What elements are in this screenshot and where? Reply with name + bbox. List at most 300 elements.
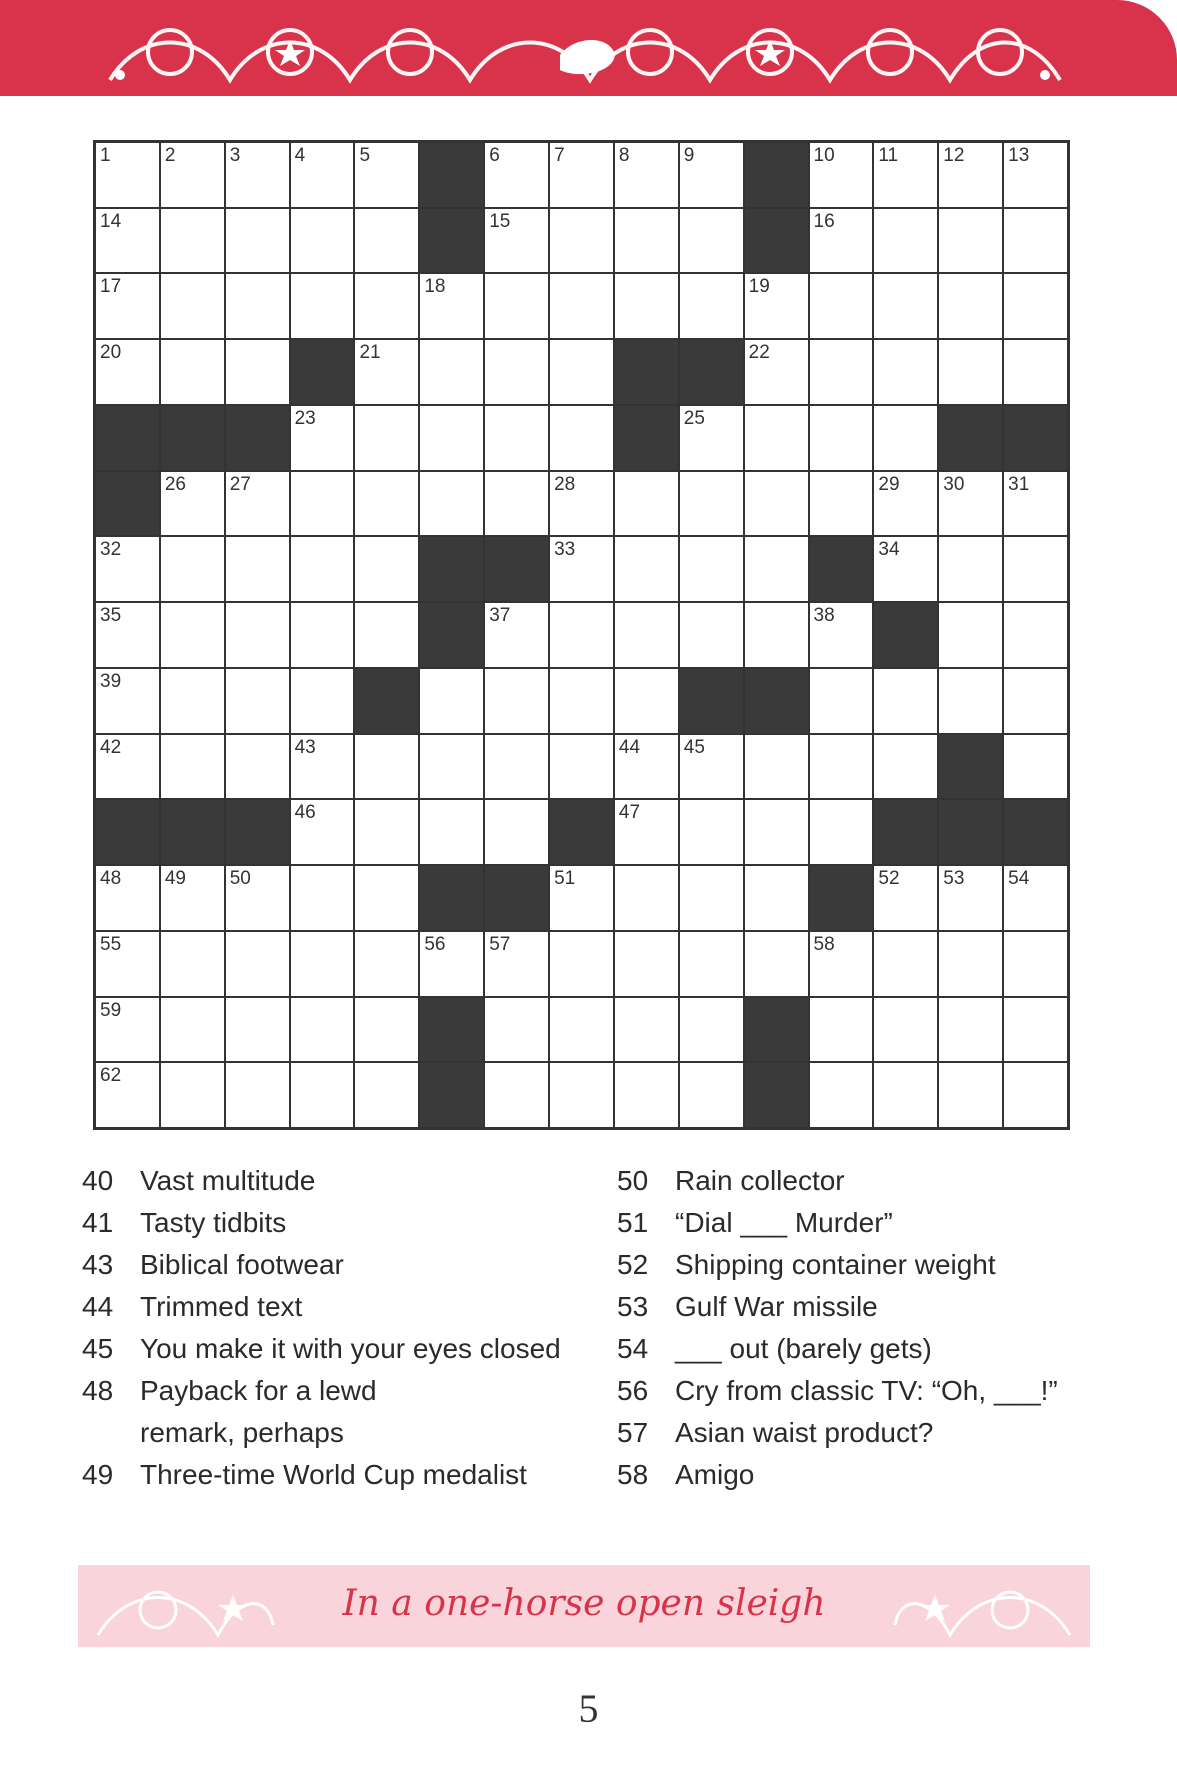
grid-cell[interactable]	[226, 932, 289, 996]
grid-cell[interactable]	[291, 472, 354, 536]
grid-cell[interactable]	[680, 603, 743, 667]
grid-cell[interactable]	[810, 340, 873, 404]
grid-cell[interactable]	[161, 274, 224, 338]
grid-cell[interactable]	[810, 800, 873, 864]
clue-text: Biblical footwear	[140, 1249, 344, 1280]
grid-cell[interactable]	[874, 406, 937, 470]
grid-cell[interactable]	[680, 274, 743, 338]
grid-cell[interactable]	[96, 669, 159, 733]
cell-number: 42	[100, 736, 122, 758]
grid-cell[interactable]	[810, 603, 873, 667]
cell-number: 39	[100, 670, 122, 692]
grid-cell[interactable]	[96, 866, 159, 930]
grid-cell[interactable]	[810, 406, 873, 470]
grid-cell[interactable]	[680, 537, 743, 601]
clue-text: Tasty tidbits	[140, 1207, 287, 1238]
cell-number: 6	[489, 145, 500, 166]
grid-cell[interactable]	[745, 735, 808, 799]
grid-cell[interactable]	[874, 537, 937, 601]
grid-cell[interactable]	[745, 603, 808, 667]
grid-cell[interactable]	[550, 998, 613, 1062]
cell-number: 54	[1008, 868, 1030, 890]
cell-number: 20	[100, 342, 122, 364]
grid-cell[interactable]	[96, 143, 159, 207]
grid-cell[interactable]	[291, 866, 354, 930]
block-cell	[1004, 406, 1067, 470]
block-cell	[680, 340, 743, 404]
grid-cell[interactable]	[550, 866, 613, 930]
grid-cell[interactable]	[680, 209, 743, 273]
grid-cell[interactable]	[161, 932, 224, 996]
clue-text: Asian waist product?	[675, 1417, 934, 1448]
grid-cell[interactable]	[939, 274, 1002, 338]
grid-cell[interactable]	[161, 866, 224, 930]
block-cell	[485, 537, 548, 601]
grid-cell[interactable]	[355, 143, 418, 207]
grid-cell[interactable]	[874, 209, 937, 273]
grid-cell[interactable]	[680, 800, 743, 864]
clue	[82, 1244, 602, 1286]
block-cell	[874, 603, 937, 667]
grid-cell[interactable]	[939, 537, 1002, 601]
clue	[82, 1202, 602, 1244]
clue	[617, 1244, 1137, 1286]
cell-number: 7	[554, 145, 565, 166]
grid-cell[interactable]	[226, 209, 289, 273]
grid-cell[interactable]	[745, 866, 808, 930]
grid-cell[interactable]	[485, 143, 548, 207]
grid-cell[interactable]	[291, 932, 354, 996]
grid-cell[interactable]	[226, 866, 289, 930]
block-cell	[745, 143, 808, 207]
grid-cell[interactable]	[939, 669, 1002, 733]
block-cell	[96, 406, 159, 470]
grid-cell[interactable]	[1004, 143, 1067, 207]
grid-cell[interactable]	[615, 603, 678, 667]
grid-cell[interactable]	[226, 603, 289, 667]
grid-cell[interactable]	[355, 537, 418, 601]
block-cell	[485, 866, 548, 930]
clue-text: ___ out (barely gets)	[675, 1333, 932, 1364]
grid-cell[interactable]	[226, 669, 289, 733]
grid-cell[interactable]	[680, 735, 743, 799]
grid-cell[interactable]	[420, 932, 483, 996]
grid-cell[interactable]	[291, 998, 354, 1062]
footer-slogan: In a one-horse open sleigh	[342, 1583, 826, 1624]
grid-cell[interactable]	[226, 735, 289, 799]
clue-text: You make it with your eyes closed	[140, 1333, 561, 1364]
cell-number: 16	[813, 210, 835, 232]
cell-number: 29	[878, 473, 900, 495]
cell-number: 26	[164, 473, 186, 495]
grid-cell[interactable]	[1004, 1063, 1067, 1127]
grid-cell[interactable]	[615, 274, 678, 338]
grid-cell[interactable]	[226, 537, 289, 601]
grid-cell[interactable]	[1004, 340, 1067, 404]
grid-cell[interactable]	[161, 1063, 224, 1127]
grid-cell[interactable]	[355, 274, 418, 338]
grid-cell[interactable]	[810, 209, 873, 273]
grid-cell[interactable]	[291, 537, 354, 601]
grid-cell[interactable]	[939, 209, 1002, 273]
cell-number: 43	[294, 736, 316, 758]
grid-cell[interactable]	[355, 603, 418, 667]
crossword-grid	[93, 140, 1070, 1130]
clue	[82, 1160, 602, 1202]
clue-text: remark, perhaps	[140, 1417, 344, 1448]
grid-cell[interactable]	[161, 209, 224, 273]
grid-cell[interactable]	[96, 932, 159, 996]
grid-cell[interactable]	[161, 472, 224, 536]
grid-cell[interactable]	[291, 603, 354, 667]
block-cell	[161, 406, 224, 470]
grid-cell[interactable]	[550, 472, 613, 536]
grid-cell[interactable]	[355, 1063, 418, 1127]
grid-cell[interactable]	[226, 998, 289, 1062]
grid-cell[interactable]	[874, 932, 937, 996]
grid-cell[interactable]	[1004, 735, 1067, 799]
grid-cell[interactable]	[745, 537, 808, 601]
grid-cell[interactable]	[615, 143, 678, 207]
grid-cell[interactable]	[96, 340, 159, 404]
grid-cell[interactable]	[485, 209, 548, 273]
grid-cell[interactable]	[291, 406, 354, 470]
clue-number: 43	[82, 1249, 114, 1280]
grid-cell[interactable]	[939, 603, 1002, 667]
cell-number: 51	[554, 868, 576, 890]
clue	[617, 1412, 1137, 1454]
grid-cell[interactable]	[680, 932, 743, 996]
grid-cell[interactable]	[615, 998, 678, 1062]
grid-cell[interactable]	[96, 603, 159, 667]
grid-cell[interactable]	[485, 274, 548, 338]
grid-cell[interactable]	[161, 143, 224, 207]
grid-cell[interactable]	[291, 143, 354, 207]
grid-cell[interactable]	[355, 932, 418, 996]
grid-cell[interactable]	[874, 669, 937, 733]
grid-cell[interactable]	[939, 998, 1002, 1062]
grid-cell[interactable]	[939, 472, 1002, 536]
grid-cell[interactable]	[420, 735, 483, 799]
grid-cell[interactable]	[1004, 537, 1067, 601]
clue	[617, 1202, 1137, 1244]
grid-cell[interactable]	[745, 274, 808, 338]
block-cell	[939, 800, 1002, 864]
footer-band	[78, 1565, 1090, 1647]
grid-cell[interactable]	[420, 340, 483, 404]
clue-number: 50	[617, 1165, 649, 1196]
grid-cell[interactable]	[485, 800, 548, 864]
grid-cell[interactable]	[615, 669, 678, 733]
clue	[82, 1412, 602, 1454]
grid-cell[interactable]	[874, 340, 937, 404]
grid-cell[interactable]	[550, 669, 613, 733]
grid-cell[interactable]	[810, 932, 873, 996]
clue-list-left	[82, 1160, 602, 1496]
grid-cell[interactable]	[420, 406, 483, 470]
grid-cell[interactable]	[420, 669, 483, 733]
grid-cell[interactable]	[615, 209, 678, 273]
clue	[617, 1328, 1137, 1370]
cell-number: 32	[100, 539, 122, 561]
grid-cell[interactable]	[420, 274, 483, 338]
grid-cell[interactable]	[96, 998, 159, 1062]
clue	[617, 1286, 1137, 1328]
grid-cell[interactable]	[615, 932, 678, 996]
grid-cell[interactable]	[615, 800, 678, 864]
grid-cell[interactable]	[680, 406, 743, 470]
grid-cell[interactable]	[874, 143, 937, 207]
grid-cell[interactable]	[1004, 866, 1067, 930]
cell-number: 14	[100, 210, 122, 232]
grid-cell[interactable]	[226, 274, 289, 338]
grid-cell[interactable]	[1004, 209, 1067, 273]
block-cell	[680, 669, 743, 733]
grid-cell[interactable]	[810, 735, 873, 799]
clue-number	[82, 1412, 140, 1454]
grid-cell[interactable]	[485, 603, 548, 667]
grid-cell[interactable]	[939, 932, 1002, 996]
block-cell	[420, 866, 483, 930]
block-cell	[939, 406, 1002, 470]
clue-number: 52	[617, 1249, 649, 1280]
grid-cell[interactable]	[939, 866, 1002, 930]
grid-cell[interactable]	[355, 866, 418, 930]
block-cell	[96, 472, 159, 536]
grid-cell[interactable]	[810, 669, 873, 733]
grid-cell[interactable]	[810, 998, 873, 1062]
cell-number: 23	[294, 407, 316, 429]
grid-cell[interactable]	[615, 472, 678, 536]
cell-number: 57	[489, 933, 511, 955]
cell-number: 31	[1008, 473, 1030, 495]
cell-number: 53	[943, 868, 965, 890]
grid-cell[interactable]	[810, 1063, 873, 1127]
grid-cell[interactable]	[161, 603, 224, 667]
grid-cell[interactable]	[161, 537, 224, 601]
grid-cell[interactable]	[745, 472, 808, 536]
grid-cell[interactable]	[291, 1063, 354, 1127]
clue-text: Rain collector	[675, 1165, 845, 1196]
cell-number: 38	[813, 605, 835, 627]
grid-cell[interactable]	[810, 472, 873, 536]
grid-cell[interactable]	[355, 340, 418, 404]
grid-cell[interactable]	[680, 143, 743, 207]
clue	[82, 1454, 602, 1496]
grid-cell[interactable]	[874, 735, 937, 799]
cell-number: 10	[813, 145, 835, 166]
grid-cell[interactable]	[874, 998, 937, 1062]
cell-number: 4	[294, 145, 306, 166]
grid-cell[interactable]	[485, 1063, 548, 1127]
grid-cell[interactable]	[96, 537, 159, 601]
grid-cell[interactable]	[874, 472, 937, 536]
clue-text: Payback for a lewd	[140, 1375, 377, 1406]
grid-cell[interactable]	[874, 1063, 937, 1127]
grid-cell[interactable]	[680, 866, 743, 930]
grid-cell[interactable]	[810, 143, 873, 207]
grid-cell[interactable]	[745, 932, 808, 996]
grid-cell[interactable]	[550, 340, 613, 404]
clue	[82, 1286, 602, 1328]
block-cell	[420, 998, 483, 1062]
grid-cell[interactable]	[355, 800, 418, 864]
grid-cell[interactable]	[550, 143, 613, 207]
clue-list-right	[617, 1160, 1137, 1496]
block-cell	[161, 800, 224, 864]
grid-cell[interactable]	[226, 340, 289, 404]
clue-text: Cry from classic TV: “Oh, ___!”	[675, 1375, 1058, 1406]
grid-cell[interactable]	[485, 406, 548, 470]
grid-cell[interactable]	[161, 998, 224, 1062]
grid-cell[interactable]	[615, 537, 678, 601]
grid-cell[interactable]	[745, 800, 808, 864]
grid-cell[interactable]	[745, 340, 808, 404]
clue-text: Amigo	[675, 1459, 755, 1490]
block-cell	[745, 209, 808, 273]
block-cell	[96, 800, 159, 864]
block-cell	[810, 866, 873, 930]
grid-cell[interactable]	[355, 406, 418, 470]
cell-number: 48	[100, 868, 122, 890]
grid-cell[interactable]	[96, 1063, 159, 1127]
grid-cell[interactable]	[420, 800, 483, 864]
grid-cell[interactable]	[1004, 274, 1067, 338]
grid-cell[interactable]	[939, 1063, 1002, 1127]
grid-cell[interactable]	[485, 998, 548, 1062]
block-cell	[745, 669, 808, 733]
grid-cell[interactable]	[96, 735, 159, 799]
block-cell	[745, 998, 808, 1062]
grid-cell[interactable]	[874, 274, 937, 338]
grid-cell[interactable]	[680, 472, 743, 536]
grid-cell[interactable]	[420, 472, 483, 536]
grid-cell[interactable]	[1004, 932, 1067, 996]
grid-cell[interactable]	[550, 537, 613, 601]
grid-cell[interactable]	[550, 406, 613, 470]
grid-cell[interactable]	[355, 209, 418, 273]
cell-number: 3	[229, 145, 241, 166]
grid-cell[interactable]	[226, 1063, 289, 1127]
cell-number: 34	[878, 539, 900, 561]
grid-cell[interactable]	[96, 274, 159, 338]
clue-text: Shipping container weight	[675, 1249, 996, 1280]
grid-cell[interactable]	[939, 340, 1002, 404]
clue-number: 56	[617, 1375, 649, 1406]
cell-number: 55	[100, 933, 122, 955]
clue-number: 57	[617, 1417, 649, 1448]
grid-cell[interactable]	[939, 143, 1002, 207]
block-cell	[420, 1063, 483, 1127]
cell-number: 58	[813, 933, 835, 955]
grid-cell[interactable]	[485, 340, 548, 404]
grid-cell[interactable]	[226, 143, 289, 207]
clue	[617, 1370, 1137, 1412]
block-cell	[355, 669, 418, 733]
cell-number: 27	[229, 473, 251, 495]
grid-cell[interactable]	[355, 998, 418, 1062]
cell-number: 17	[100, 276, 122, 298]
block-cell	[420, 537, 483, 601]
block-cell	[226, 406, 289, 470]
grid-cell[interactable]	[615, 1063, 678, 1127]
grid-cell[interactable]	[291, 800, 354, 864]
clue-number: 41	[82, 1207, 114, 1238]
cell-number: 37	[489, 605, 511, 627]
cell-number: 52	[878, 868, 900, 890]
cell-number: 33	[554, 539, 576, 561]
grid-cell[interactable]	[485, 735, 548, 799]
page-number: 5	[578, 1686, 599, 1731]
grid-cell[interactable]	[680, 998, 743, 1062]
grid-cell[interactable]	[291, 209, 354, 273]
grid-cell[interactable]	[550, 603, 613, 667]
clue-number: 54	[617, 1333, 649, 1364]
clue-number: 53	[617, 1291, 649, 1322]
cell-number: 28	[554, 473, 576, 495]
cell-number: 13	[1008, 145, 1030, 166]
cell-number: 21	[359, 342, 381, 364]
grid-cell[interactable]	[550, 932, 613, 996]
grid-cell[interactable]	[680, 1063, 743, 1127]
grid-cell[interactable]	[550, 274, 613, 338]
clue	[617, 1160, 1137, 1202]
cell-number: 49	[164, 868, 186, 890]
grid-cell[interactable]	[291, 274, 354, 338]
grid-cell[interactable]	[96, 209, 159, 273]
grid-cell[interactable]	[291, 735, 354, 799]
cell-number: 2	[164, 145, 176, 166]
block-cell	[615, 406, 678, 470]
cell-number: 50	[229, 868, 251, 890]
grid-cell[interactable]	[1004, 603, 1067, 667]
grid-cell[interactable]	[550, 209, 613, 273]
block-cell	[420, 209, 483, 273]
grid-cell[interactable]	[1004, 669, 1067, 733]
grid-cell[interactable]	[550, 735, 613, 799]
grid-cell[interactable]	[1004, 472, 1067, 536]
grid-cell[interactable]	[874, 866, 937, 930]
grid-cell[interactable]	[485, 472, 548, 536]
clue-number: 58	[617, 1459, 649, 1490]
grid-cell[interactable]	[615, 735, 678, 799]
cell-number: 56	[424, 933, 446, 955]
grid-cell[interactable]	[810, 274, 873, 338]
cell-number: 22	[748, 342, 770, 364]
block-cell	[291, 340, 354, 404]
clue-text: Gulf War missile	[675, 1291, 878, 1322]
grid-cell[interactable]	[485, 932, 548, 996]
grid-cell[interactable]	[550, 1063, 613, 1127]
grid-cell[interactable]	[161, 669, 224, 733]
grid-cell[interactable]	[1004, 998, 1067, 1062]
grid-cell[interactable]	[226, 472, 289, 536]
grid-cell[interactable]	[485, 669, 548, 733]
grid-cell[interactable]	[161, 340, 224, 404]
grid-cell[interactable]	[355, 735, 418, 799]
block-cell	[1004, 800, 1067, 864]
cell-number: 44	[618, 736, 641, 758]
grid-cell[interactable]	[161, 735, 224, 799]
cell-number: 15	[489, 210, 511, 232]
grid-cell[interactable]	[355, 472, 418, 536]
grid-cell[interactable]	[291, 669, 354, 733]
clue-number: 40	[82, 1165, 114, 1196]
cell-number: 5	[359, 145, 371, 166]
grid-cell[interactable]	[745, 406, 808, 470]
grid-cell[interactable]	[615, 866, 678, 930]
cell-number: 35	[100, 605, 122, 627]
